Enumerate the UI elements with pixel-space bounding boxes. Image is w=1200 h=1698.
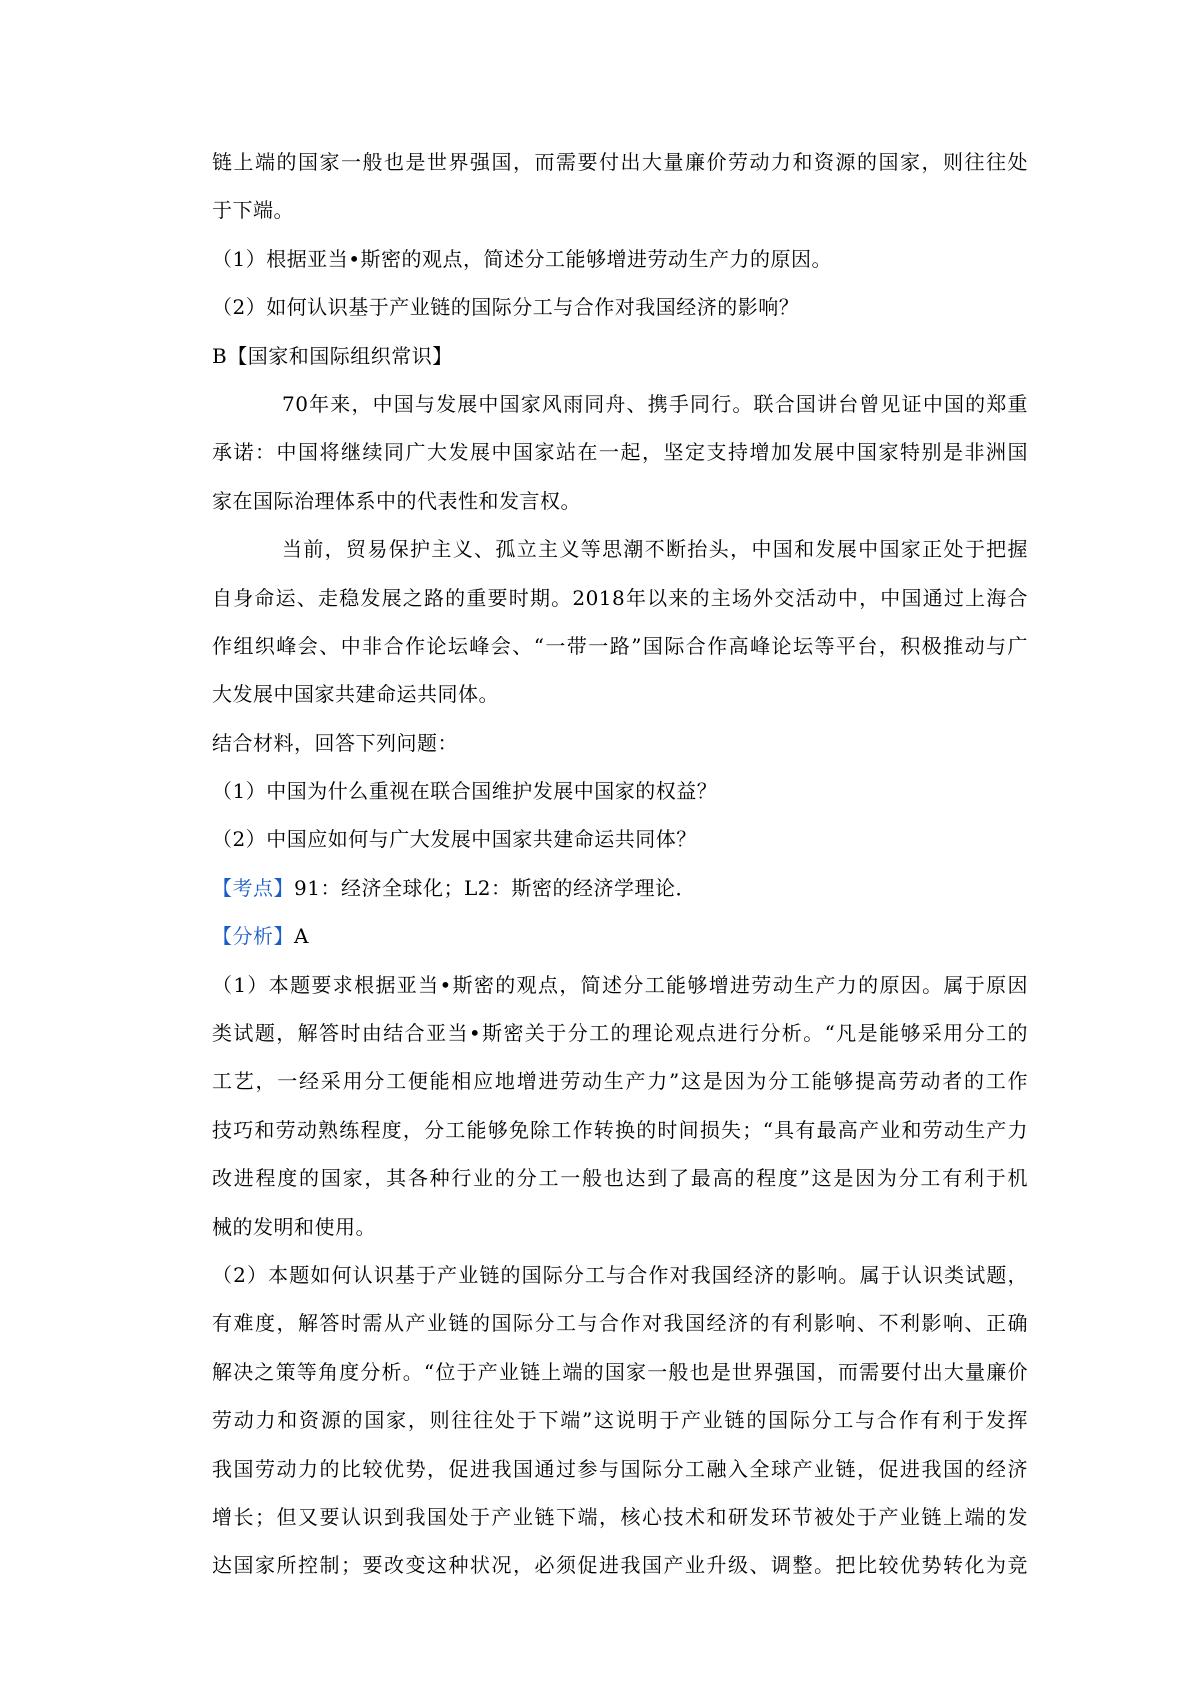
analysis-line: 我国劳动力的比较优势，促进我国通过参与国际分工融入全球产业链，促进我国的经济 (212, 1456, 1028, 1481)
paragraph-line: 作组织峰会、中非合作论坛峰会、“一带一路”国际合作高峰论坛等平台，积极推动与广 (212, 633, 1028, 658)
paragraph-line: 自身命运、走稳发展之路的重要时期。2018年以来的主场外交活动中，中国通过上海合 (212, 585, 1028, 610)
question-line: （1）根据亚当•斯密的观点，简述分工能够增进劳动生产力的原因。 (212, 246, 833, 271)
paragraph-line: 70年来，中国与发展中国家风雨同舟、携手同行。联合国讲台曾见证中国的郑重 (282, 391, 1028, 416)
analysis-line: 达国家所控制；要改变这种状况，必须促进我国产业升级、调整。把比较优势转化为竞 (212, 1553, 1028, 1578)
kaodian-tag: 【考点】 (212, 875, 294, 900)
paragraph-line: 链上端的国家一般也是世界强国，而需要付出大量廉价劳动力和资源的国家，则往往处 (212, 150, 1028, 174)
analysis-line: 改进程度的国家，其各种行业的分工一般也达到了最高的程度”这是因为分工有利于机 (212, 1166, 1028, 1191)
analysis-line: 工艺，一经采用分工便能相应地增进劳动生产力”这是因为分工能够提高劳动者的工作 (212, 1069, 1028, 1094)
question-line: （1）中国为什么重视在联合国维护发展中国家的权益？ (212, 779, 718, 804)
analysis-line: （1）本题要求根据亚当•斯密的观点，简述分工能够增进劳动生产力的原因。属于原因 (212, 972, 1028, 997)
analysis-line: 技巧和劳动熟练程度，分工能够免除工作转换的时间损失；“具有最高产业和劳动生产力 (212, 1117, 1028, 1142)
question-line: （2）如何认识基于产业链的国际分工与合作对我国经济的影响？ (212, 295, 800, 320)
analysis-line: 增长；但又要认识到我国处于产业链下端，核心技术和研发环节被处于产业链上端的发 (212, 1504, 1028, 1529)
analysis-line: （2）本题如何认识基于产业链的国际分工与合作对我国经济的影响。属于认识类试题， (212, 1262, 1028, 1287)
paragraph-line: 当前，贸易保护主义、孤立主义等思潮不断抬头，中国和发展中国家正处于把握 (282, 537, 1028, 562)
kaodian-text: 91：经济全球化；L2：斯密的经济学理论． (294, 875, 696, 900)
paragraph-line: 大发展中国家共建命运共同体。 (212, 682, 499, 707)
paragraph-line: 承诺：中国将继续同广大发展中国家站在一起，坚定支持增加发展中国家特别是非洲国 (212, 440, 1028, 465)
section-heading: B【国家和国际组织常识】 (212, 343, 453, 368)
analysis-line: 劳动力和资源的国家，则往往处于下端”这说明于产业链的国际分工与合作有利于发挥 (212, 1408, 1028, 1433)
kaodian-line (212, 876, 1028, 924)
fenxi-line (212, 924, 1028, 972)
fenxi-text: A (294, 924, 309, 949)
question-line: （2）中国应如何与广大发展中国家共建命运共同体？ (212, 827, 697, 852)
paragraph-line: 家在国际治理体系中的代表性和发言权。 (212, 488, 581, 513)
analysis-line: 有难度，解答时需从产业链的国际分工与合作对我国经济的有利影响、不利影响、正确 (212, 1311, 1028, 1336)
instruction-line: 结合材料，回答下列问题： (212, 730, 458, 755)
analysis-line: 类试题，解答时由结合亚当•斯密关于分工的理论观点进行分析。“凡是能够采用分工的 (212, 1021, 1028, 1046)
analysis-line: 械的发明和使用。 (212, 1214, 376, 1239)
document-page (212, 150, 1028, 1602)
fenxi-tag: 【分析】 (212, 924, 294, 949)
paragraph-line: 于下端。 (212, 198, 294, 223)
analysis-line: 解决之策等角度分析。“位于产业链上端的国家一般也是世界强国，而需要付出大量廉价 (212, 1359, 1028, 1384)
